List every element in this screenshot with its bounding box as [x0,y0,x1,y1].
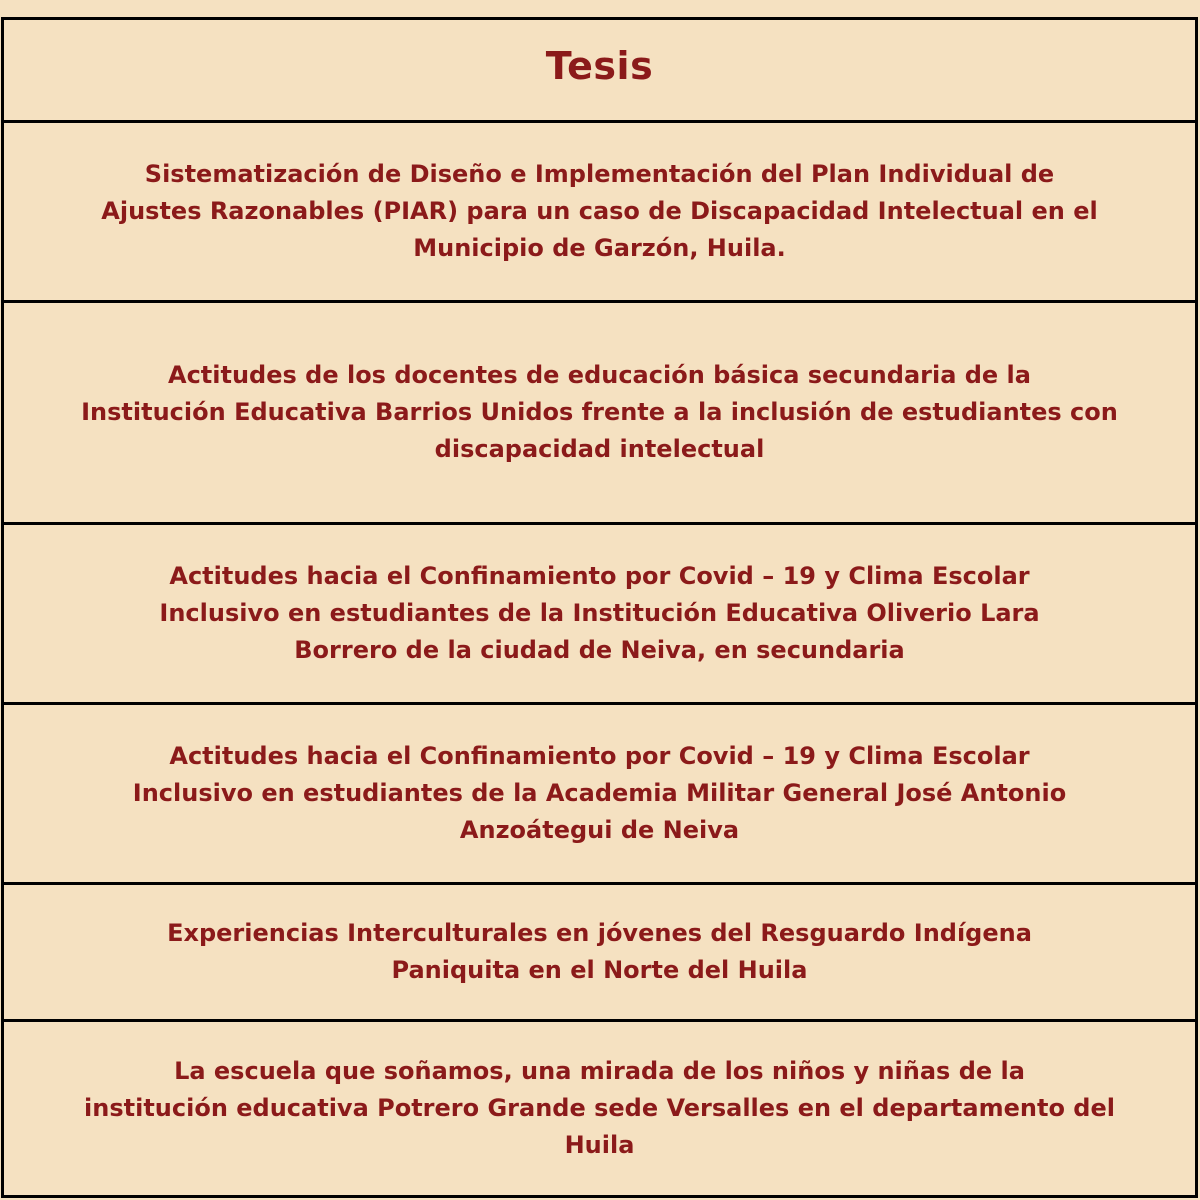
thesis-title-line: Actitudes de los docentes de educación básica secundaria de la [168,361,1031,389]
thesis-table [1,17,1198,1198]
thesis-title-line: Institución Educativa Barrios Unidos frente a la inclusión de estudiantes con [81,398,1118,426]
thesis-title-line: Inclusivo en estudiantes de la Academia Militar General José Antonio [132,779,1067,807]
table-row [4,1022,1195,1195]
thesis-title-line: Actitudes hacia el Confinamiento por Covid – 19 y Clima Escolar [169,562,1030,590]
thesis-title-line: Experiencias Interculturales en jóvenes del Resguardo Indígena [167,919,1032,947]
table-header [4,20,1195,123]
table-row [4,705,1195,885]
thesis-title-line: Municipio de Garzón, Huila. [413,234,786,262]
thesis-title-line: Huila [564,1131,635,1159]
thesis-title [133,738,1066,849]
thesis-title [167,915,1032,989]
thesis-title [81,357,1118,468]
thesis-title [84,1053,1115,1164]
table-title: Tesis [545,44,654,88]
thesis-title [101,156,1097,267]
thesis-title-line: discapacidad intelectual [434,435,765,463]
thesis-title-line: Anzoátegui de Neiva [459,816,740,844]
thesis-title-line: Paniquita en el Norte del Huila [391,956,808,984]
thesis-title-line: Borrero de la ciudad de Neiva, en secundaria [294,636,905,664]
thesis-title-line: Ajustes Razonables (PIAR) para un caso de Discapacidad Intelectual en el [101,197,1098,225]
thesis-title-line: Sistematización de Diseño e Implementación del Plan Individual de [144,160,1055,188]
thesis-title-line: Inclusivo en estudiantes de la Institución Educativa Oliverio Lara [159,599,1040,627]
thesis-title [159,558,1039,669]
thesis-title-line: institución educativa Potrero Grande sede Versalles en el departamento del [84,1094,1115,1122]
table-row [4,885,1195,1022]
thesis-title-line: Actitudes hacia el Confinamiento por Covid – 19 y Clima Escolar [169,742,1030,770]
table-row [4,525,1195,705]
table-row [4,303,1195,525]
table-row [4,123,1195,303]
thesis-title-line: La escuela que soñamos, una mirada de los niños y niñas de la [174,1057,1025,1085]
